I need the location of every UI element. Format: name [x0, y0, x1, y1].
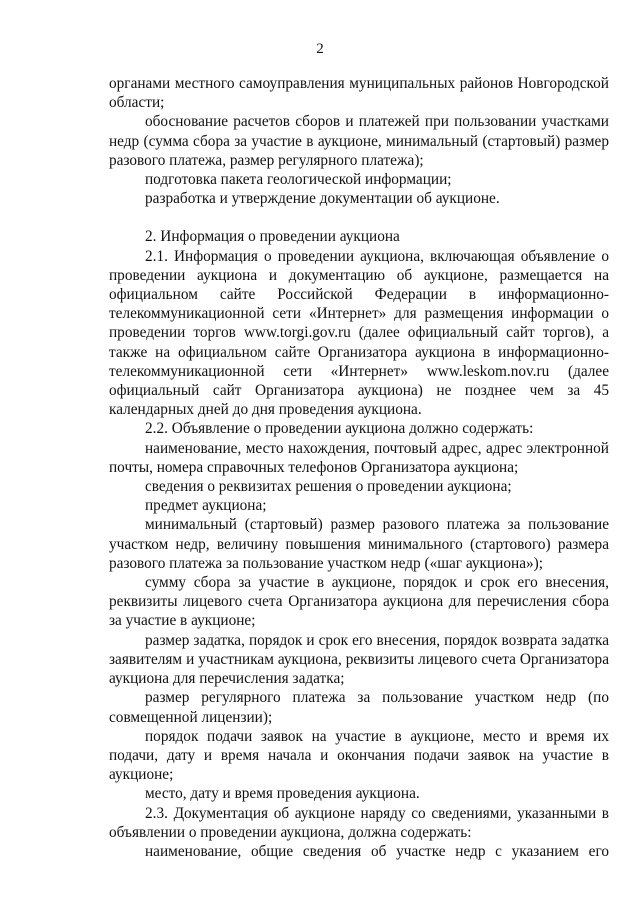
paragraph: 2.2. Объявление о проведении аукциона должно содержать:: [145, 420, 534, 438]
paragraph: 2. Информация о проведении аукциона: [145, 228, 400, 246]
paragraph: наименование, общие сведения об участке недр с указанием его: [145, 842, 609, 860]
paragraph: место, дату и время проведения аукциона.: [145, 785, 420, 803]
paragraph: сведения о реквизитах решения о проведении аукциона;: [145, 478, 512, 496]
paragraph: 2.3. Документация об аукционе наряду со сведениями, указанными в объявлении о проведении аукциона, должна содержать:: [109, 804, 609, 841]
paragraph: размер задатка, порядок и срок его внесения, порядок возврата задатка заявителям и участникам аукциона, реквизиты лицевого счета Организатора аукциона для перечисления задатка;: [109, 631, 609, 688]
paragraph: 2.1. Информация о проведении аукциона, включающая объявление о проведении аукциона и документацию об аукционе, размещается на официальном сайте Российской Федерации в информационно-телекоммуникационной сети «Интернет» для размещения информации о проведении торгов www.torgi.gov.ru (далее официальный сайт торгов), а также на официальном сайте Организатора аукциона в информационно-телекоммуникационной сети «Интернет» www.leskom.nov.ru (далее официальный сайт Организатора аукциона) не позднее чем за 45 календарных дней до дня проведения аукциона.: [109, 247, 609, 419]
paragraph: порядок подачи заявок на участие в аукционе, место и время их подачи, дату и время начала и окончания подачи заявок на участие в аукционе;: [109, 727, 609, 784]
paragraph: разработка и утверждение документации об аукционе.: [145, 190, 500, 208]
paragraph: подготовка пакета геологической информации;: [145, 171, 452, 189]
paragraph: размер регулярного платежа за пользование участком недр (по совмещенной лицензии);: [109, 689, 609, 726]
paragraph: органами местного самоуправления муниципальных районов Новгородской области;: [109, 75, 609, 112]
document-body: [109, 74, 609, 861]
paragraph: обоснование расчетов сборов и платежей при пользовании участками недр (сумма сбора за участие в аукционе, минимальный (стартовый) размер разового платежа, размер регулярного платежа);: [109, 113, 609, 169]
page-number: 2: [316, 41, 324, 57]
paragraph: предмет аукциона;: [145, 497, 267, 515]
paragraph: сумму сбора за участие в аукционе, порядок и срок его внесения, реквизиты лицевого счета Организатора аукциона для перечисления сбора за участие в аукционе;: [109, 574, 609, 630]
paragraph: наименование, место нахождения, почтовый адрес, адрес электронной почты, номера справочных телефонов Организатора аукциона;: [109, 439, 609, 476]
paragraph: минимальный (стартовый) размер разового платежа за пользование участком недр, величину повышения минимального (стартового) размера разового платежа за пользование участком недр («шаг аукциона»);: [109, 516, 609, 572]
